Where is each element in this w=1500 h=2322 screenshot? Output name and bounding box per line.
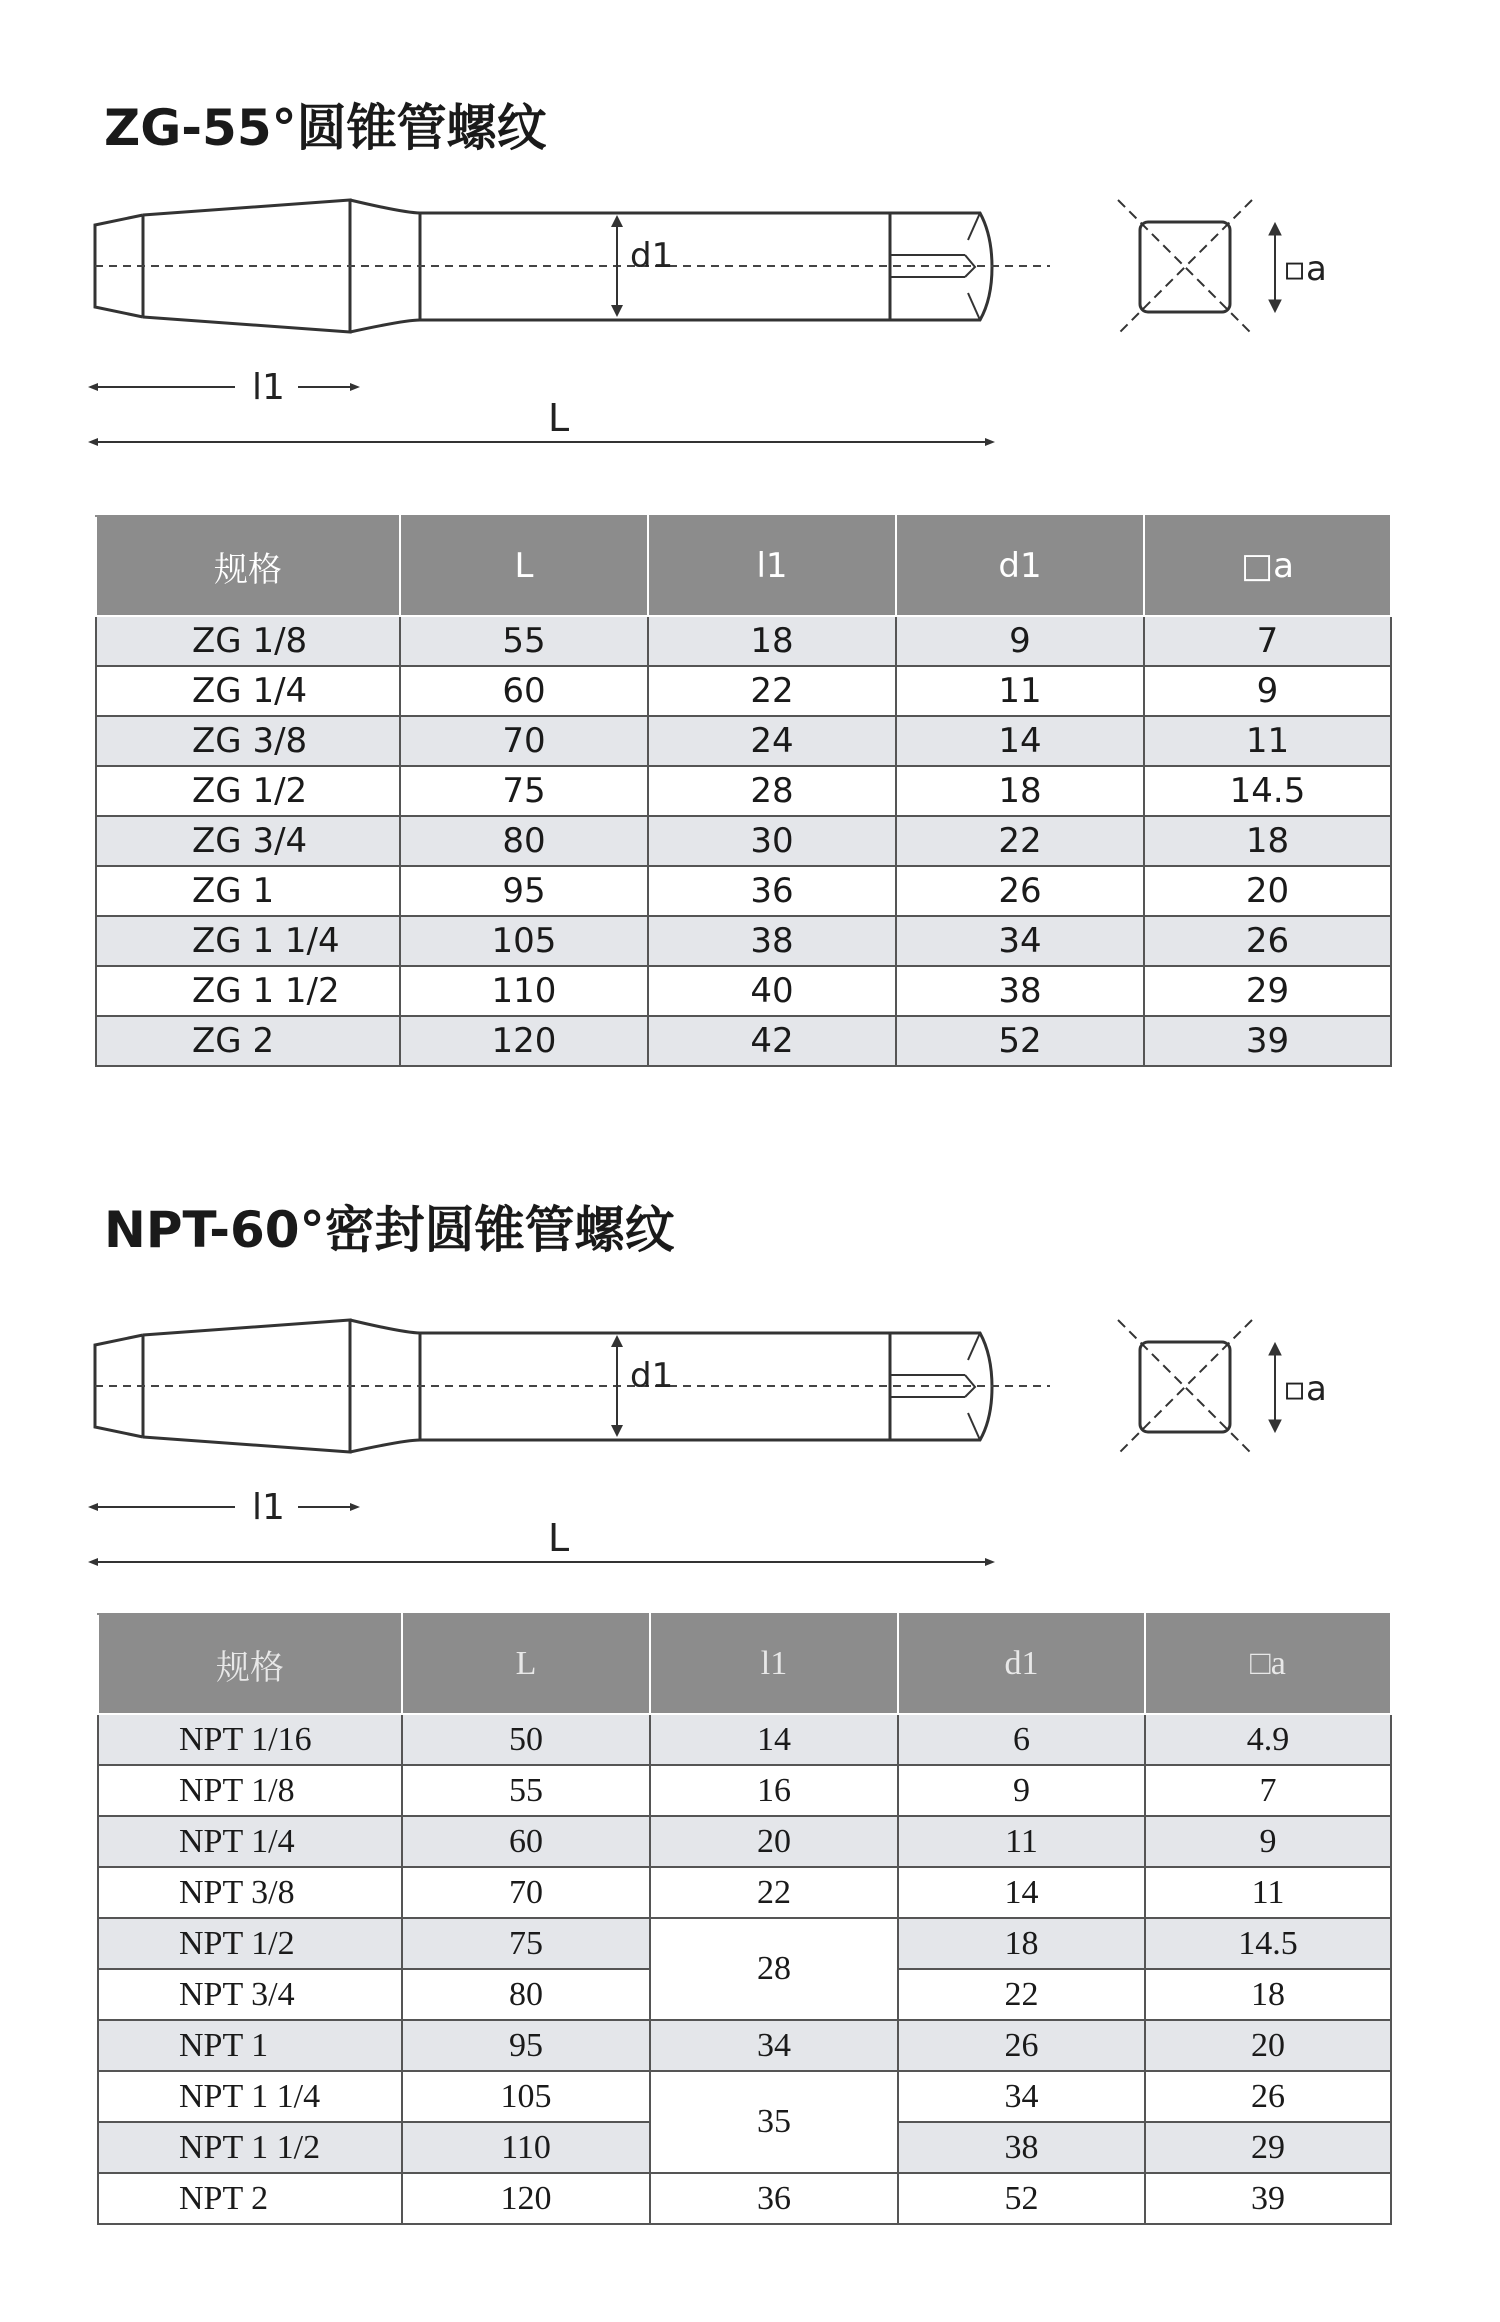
d1-cell: 34 <box>898 2071 1145 2122</box>
a-cell: 20 <box>1144 866 1391 916</box>
table-row <box>96 866 1391 916</box>
d1-cell: 26 <box>896 866 1144 916</box>
L-cell: 105 <box>402 2071 650 2122</box>
table-row <box>98 1867 1391 1918</box>
npt-header-L: L <box>402 1614 650 1714</box>
npt-section-title: NPT-60°密封圆锥管螺纹 <box>104 1201 675 1259</box>
npt-l1-label: l1 <box>252 1487 285 1528</box>
d1-cell: 11 <box>898 1816 1145 1867</box>
zg-header-a: □a <box>1144 516 1391 616</box>
spec-cell: NPT 3/8 <box>98 1867 402 1918</box>
L-cell: 120 <box>402 2173 650 2224</box>
a-cell: 26 <box>1144 916 1391 966</box>
a-cell: 18 <box>1145 1969 1391 2020</box>
zg-header-row <box>96 516 1391 616</box>
l1-cell: 34 <box>650 2020 898 2071</box>
npt-header-spec: 规格 <box>98 1614 402 1714</box>
a-cell: 20 <box>1145 2020 1391 2071</box>
table-row <box>96 816 1391 866</box>
spec-cell: ZG 1/4 <box>96 666 400 716</box>
spec-cell: ZG 1/8 <box>96 616 400 666</box>
a-cell: 11 <box>1144 716 1391 766</box>
a-cell: 26 <box>1145 2071 1391 2122</box>
table-row <box>98 2071 1391 2122</box>
zg-l1-label: l1 <box>252 367 285 408</box>
l1-cell: 36 <box>648 866 896 916</box>
spec-cell: NPT 1 1/2 <box>98 2122 402 2173</box>
spec-cell: NPT 1/4 <box>98 1816 402 1867</box>
a-cell: 9 <box>1145 1816 1391 1867</box>
L-cell: 110 <box>400 966 648 1016</box>
spec-cell: NPT 2 <box>98 2173 402 2224</box>
L-cell: 55 <box>400 616 648 666</box>
spec-cell: ZG 3/8 <box>96 716 400 766</box>
a-cell: 7 <box>1144 616 1391 666</box>
L-cell: 105 <box>400 916 648 966</box>
zg-a-label: ▫a <box>1283 249 1327 289</box>
a-cell: 39 <box>1145 2173 1391 2224</box>
npt-header-l1: l1 <box>650 1614 898 1714</box>
d1-cell: 38 <box>898 2122 1145 2173</box>
l1-cell: 16 <box>650 1765 898 1816</box>
L-cell: 95 <box>400 866 648 916</box>
table-row <box>96 966 1391 1016</box>
l1-cell: 35 <box>650 2071 898 2173</box>
l1-cell: 24 <box>648 716 896 766</box>
d1-cell: 22 <box>896 816 1144 866</box>
npt-d1-label: d1 <box>630 1356 674 1396</box>
d1-cell: 52 <box>898 2173 1145 2224</box>
l1-cell: 30 <box>648 816 896 866</box>
a-cell: 29 <box>1145 2122 1391 2173</box>
L-cell: 50 <box>402 1714 650 1765</box>
spec-cell: ZG 3/4 <box>96 816 400 866</box>
zg-header-l1: l1 <box>648 516 896 616</box>
L-cell: 60 <box>402 1816 650 1867</box>
table-row <box>96 666 1391 716</box>
table-row <box>96 766 1391 816</box>
d1-cell: 6 <box>898 1714 1145 1765</box>
d1-cell: 26 <box>898 2020 1145 2071</box>
L-cell: 95 <box>402 2020 650 2071</box>
spec-cell: ZG 1/2 <box>96 766 400 816</box>
zg-section-title: ZG-55°圆锥管螺纹 <box>104 99 547 157</box>
l1-cell: 18 <box>648 616 896 666</box>
table-row <box>98 2173 1391 2224</box>
npt-L-label: L <box>548 1516 570 1560</box>
zg-L-label: L <box>548 396 570 440</box>
l1-cell: 14 <box>650 1714 898 1765</box>
table-row <box>98 1918 1391 1969</box>
a-cell: 29 <box>1144 966 1391 1016</box>
l1-cell: 22 <box>650 1867 898 1918</box>
L-cell: 60 <box>400 666 648 716</box>
l1-cell: 36 <box>650 2173 898 2224</box>
L-cell: 75 <box>400 766 648 816</box>
d1-cell: 14 <box>898 1867 1145 1918</box>
d1-cell: 14 <box>896 716 1144 766</box>
spec-cell: NPT 3/4 <box>98 1969 402 2020</box>
npt-header-a: □a <box>1145 1614 1391 1714</box>
d1-cell: 11 <box>896 666 1144 716</box>
d1-cell: 9 <box>896 616 1144 666</box>
npt-header-row <box>98 1614 1391 1714</box>
L-cell: 120 <box>400 1016 648 1066</box>
npt-tap-diagram <box>0 1305 1500 1625</box>
a-cell: 9 <box>1144 666 1391 716</box>
a-cell: 39 <box>1144 1016 1391 1066</box>
spec-cell: ZG 1 1/4 <box>96 916 400 966</box>
zg-spec-table <box>95 515 1392 1067</box>
spec-cell: NPT 1/8 <box>98 1765 402 1816</box>
L-cell: 80 <box>400 816 648 866</box>
npt-spec-table <box>97 1613 1392 2225</box>
d1-cell: 9 <box>898 1765 1145 1816</box>
spec-cell: NPT 1/2 <box>98 1918 402 1969</box>
a-cell: 7 <box>1145 1765 1391 1816</box>
table-row <box>96 1016 1391 1066</box>
spec-cell: ZG 2 <box>96 1016 400 1066</box>
a-cell: 14.5 <box>1144 766 1391 816</box>
spec-cell: ZG 1 1/2 <box>96 966 400 1016</box>
a-cell: 11 <box>1145 1867 1391 1918</box>
d1-cell: 34 <box>896 916 1144 966</box>
zg-header-L: L <box>400 516 648 616</box>
table-row <box>98 2020 1391 2071</box>
L-cell: 110 <box>402 2122 650 2173</box>
d1-cell: 18 <box>896 766 1144 816</box>
l1-cell: 22 <box>648 666 896 716</box>
table-row <box>98 1765 1391 1816</box>
d1-cell: 52 <box>896 1016 1144 1066</box>
a-cell: 14.5 <box>1145 1918 1391 1969</box>
L-cell: 75 <box>402 1918 650 1969</box>
zg-d1-label: d1 <box>630 236 674 276</box>
spec-cell: ZG 1 <box>96 866 400 916</box>
table-row <box>96 916 1391 966</box>
d1-cell: 38 <box>896 966 1144 1016</box>
zg-header-spec: 规格 <box>96 516 400 616</box>
L-cell: 70 <box>402 1867 650 1918</box>
table-row <box>96 716 1391 766</box>
npt-a-label: ▫a <box>1283 1369 1327 1409</box>
zg-header-d1: d1 <box>896 516 1144 616</box>
l1-cell: 40 <box>648 966 896 1016</box>
l1-cell: 20 <box>650 1816 898 1867</box>
L-cell: 80 <box>402 1969 650 2020</box>
spec-cell: NPT 1 <box>98 2020 402 2071</box>
table-row <box>98 1816 1391 1867</box>
d1-cell: 18 <box>898 1918 1145 1969</box>
zg-tap-diagram <box>0 185 1500 505</box>
spec-cell: NPT 1 1/4 <box>98 2071 402 2122</box>
a-cell: 4.9 <box>1145 1714 1391 1765</box>
L-cell: 70 <box>400 716 648 766</box>
l1-cell: 28 <box>648 766 896 816</box>
l1-cell: 38 <box>648 916 896 966</box>
a-cell: 18 <box>1144 816 1391 866</box>
npt-square-section <box>1118 1320 1281 1454</box>
l1-cell: 28 <box>650 1918 898 2020</box>
npt-header-d1: d1 <box>898 1614 1145 1714</box>
L-cell: 55 <box>402 1765 650 1816</box>
l1-cell: 42 <box>648 1016 896 1066</box>
table-row <box>98 1714 1391 1765</box>
d1-cell: 22 <box>898 1969 1145 2020</box>
zg-square-section <box>1118 200 1281 334</box>
table-row <box>96 616 1391 666</box>
spec-cell: NPT 1/16 <box>98 1714 402 1765</box>
